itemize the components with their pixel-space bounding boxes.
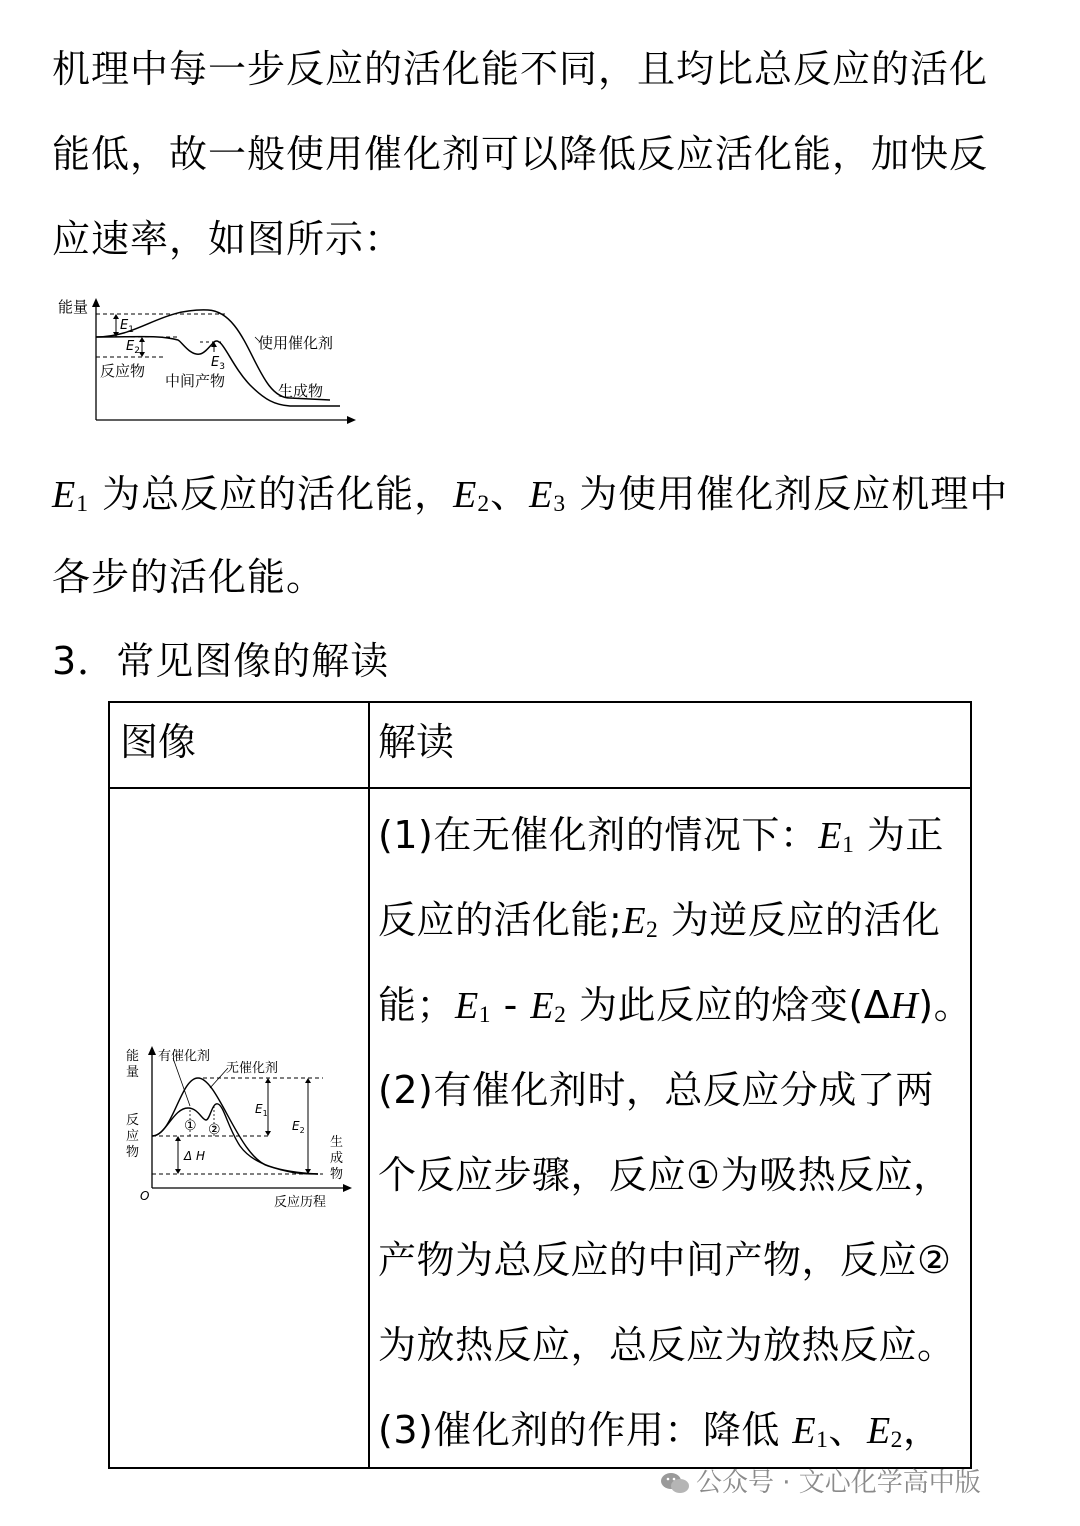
reading-text: (3)催化剂的作用：降低	[378, 1408, 793, 1452]
reading-line-8	[378, 1408, 942, 1454]
var-e: E	[455, 985, 479, 1027]
reactant-label: 反应物	[100, 362, 146, 380]
reading-text: (1)在无催化剂的情况下：	[378, 813, 819, 857]
e1-var: E	[52, 474, 77, 516]
explanation-line-2: 各步的活化能。	[52, 555, 326, 599]
catalyst-comparison-diagram	[118, 1038, 358, 1213]
sub-2: 2	[646, 917, 659, 944]
fig2-reactant-1: 反	[126, 1113, 140, 1128]
step-2-label: ②	[208, 1122, 221, 1138]
reading-text: -	[491, 983, 531, 1027]
wechat-icon	[660, 1471, 690, 1495]
graph-interpretation-table	[108, 701, 972, 1469]
e2-sub: 2	[477, 491, 491, 518]
fig2-product-3: 物	[330, 1167, 344, 1182]
reading-text: 为逆反应的活化	[658, 898, 941, 942]
reading-text: 能；	[378, 983, 456, 1027]
column-divider	[368, 703, 370, 1467]
section-number: 3．	[52, 639, 117, 683]
var-e: E	[818, 815, 843, 857]
without-catalyst-label: 无催化剂	[226, 1061, 279, 1076]
explanation-text-b: 为使用催化剂反应机理中	[566, 472, 1009, 516]
var-e: E	[622, 900, 647, 942]
e3-var: E	[529, 474, 554, 516]
reading-line-6: 产物为总反应的中间产物，反应②	[378, 1238, 952, 1282]
intermediate-label: 中间产物	[165, 372, 226, 390]
reading-text: 、	[828, 1408, 867, 1452]
y-axis-label: 能量	[58, 298, 89, 316]
e1-sub: 1	[76, 491, 89, 518]
sub-2: 2	[890, 1427, 903, 1454]
reading-line-4: (2)有催化剂时，总反应分成了两	[378, 1068, 934, 1112]
reading-line-7: 为放热反应，总反应为放热反应。	[378, 1323, 956, 1367]
sub-1: 1	[816, 1427, 829, 1454]
fig2-product-1: 生	[330, 1135, 344, 1150]
var-e: E	[866, 1410, 891, 1452]
fig2-reactant-2: 应	[126, 1129, 140, 1144]
separator: 、	[490, 472, 530, 516]
e3-label: $E_3$	[211, 355, 225, 372]
catalyst-label: 使用催化剂	[258, 334, 334, 352]
intro-line-1: 机理中每一步反应的活化能不同，且均比总反应的活化	[52, 47, 989, 91]
header-reading: 解读	[378, 720, 455, 764]
reading-line-1	[378, 813, 944, 859]
reading-line-3	[378, 983, 973, 1029]
var-h: H	[890, 985, 919, 1027]
x-axis-label: 反应历程	[274, 1195, 327, 1210]
reading-text: 反应的活化能;	[378, 898, 623, 942]
header-divider	[110, 787, 970, 789]
var-e: E	[792, 1410, 817, 1452]
reading-line-5: 个反应步骤，反应①为吸热反应，	[378, 1153, 952, 1197]
fig2-y-label-1: 能	[126, 1049, 140, 1064]
fig2-e2-label: $E_2$	[292, 1119, 305, 1135]
step-1-label: ①	[184, 1118, 197, 1134]
e2-var: E	[453, 474, 478, 516]
explanation-line-1	[52, 472, 1009, 518]
reading-text: ，	[902, 1408, 942, 1452]
reading-text: )。	[918, 983, 973, 1027]
sub-2: 2	[554, 1002, 567, 1029]
delta-h-label: Δ H	[184, 1149, 206, 1163]
header-image: 图像	[120, 720, 197, 764]
e2-label: $E_2$	[126, 339, 140, 356]
watermark	[660, 1462, 981, 1499]
e3-sub: 3	[553, 491, 567, 518]
section-heading	[52, 639, 390, 683]
explanation-text-a: 为总反应的活化能，	[89, 472, 454, 516]
fig2-product-2: 成	[330, 1151, 344, 1166]
reading-text: 为正	[854, 813, 944, 857]
origin-label: O	[140, 1189, 150, 1203]
watermark-text: 公众号 · 文心化学高中版	[696, 1468, 981, 1498]
with-catalyst-label: 有催化剂	[158, 1049, 211, 1064]
var-e: E	[530, 985, 555, 1027]
catalyst-energy-diagram	[50, 290, 360, 430]
fig2-y-label-2: 量	[126, 1065, 140, 1080]
sub-1: 1	[842, 832, 855, 859]
e1-label: $E_1$	[120, 318, 134, 335]
reading-text: 为此反应的焓变(Δ	[566, 983, 891, 1027]
reading-line-2	[378, 898, 941, 944]
fig2-reactant-3: 物	[126, 1145, 140, 1160]
intro-line-2: 能低，故一般使用催化剂可以降低反应活化能，加快反	[52, 132, 989, 176]
fig2-e1-label: $E_1$	[255, 1102, 268, 1118]
intro-line-3: 应速率，如图所示：	[52, 217, 404, 261]
sub-1: 1	[478, 1002, 492, 1029]
product-label: 生成物	[278, 382, 324, 400]
section-title: 常见图像的解读	[116, 639, 390, 683]
